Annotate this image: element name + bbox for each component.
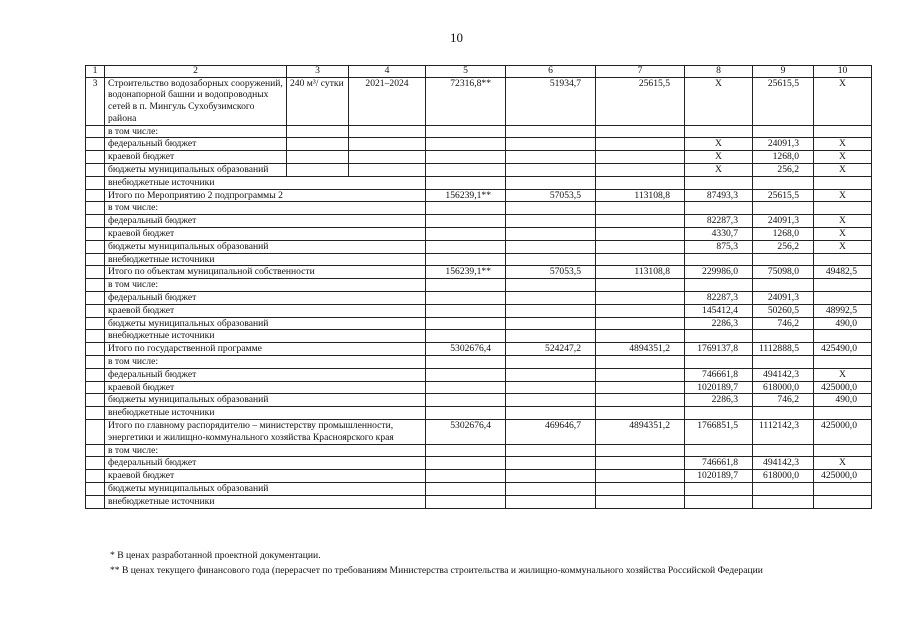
row-label: в том числе:	[105, 279, 426, 292]
cell-c6: 57053,5	[506, 189, 596, 202]
cell-c9: 746,2	[753, 394, 814, 407]
cell-c10	[814, 407, 872, 420]
row-number	[86, 381, 105, 394]
row-label: внебюджетные источники	[105, 407, 426, 420]
cell-c9: 256,2	[753, 240, 814, 253]
cell-c5	[426, 228, 506, 241]
row-label: федеральный бюджет	[105, 292, 426, 305]
cell-c5	[426, 292, 506, 305]
cell-c7: 113108,8	[596, 266, 685, 279]
cell-c6	[506, 151, 596, 164]
cell-c6: 524247,2	[506, 343, 596, 356]
cell-c6: 51934,7	[506, 77, 596, 125]
row-number	[86, 125, 105, 138]
cell-c7	[596, 164, 685, 177]
cell-c9	[753, 495, 814, 508]
row-number	[86, 228, 105, 241]
cell-c4	[349, 164, 426, 177]
table-row	[86, 266, 872, 279]
cell-c9: 1268,0	[753, 228, 814, 241]
cell-c8: 82287,3	[685, 215, 753, 228]
cell-c10: X	[814, 228, 872, 241]
cell-c7: 4894351,2	[596, 343, 685, 356]
cell-c8: 2286,3	[685, 317, 753, 330]
table-row	[86, 215, 872, 228]
cell-c8: 1766851,5	[685, 420, 753, 445]
cell-c10: X	[814, 77, 872, 125]
cell-c7	[596, 215, 685, 228]
cell-c7	[596, 151, 685, 164]
cell-c8: 2286,3	[685, 394, 753, 407]
cell-c5	[426, 125, 506, 138]
cell-c7	[596, 240, 685, 253]
cell-c8	[685, 253, 753, 266]
cell-c10: X	[814, 215, 872, 228]
project-period: 2021–2024	[349, 77, 426, 125]
row-number	[86, 420, 105, 445]
cell-c8: X	[685, 151, 753, 164]
row-label: краевой бюджет	[105, 304, 426, 317]
cell-c6	[506, 304, 596, 317]
cell-c8	[685, 356, 753, 369]
cell-c7	[596, 407, 685, 420]
cell-c9: 25615,5	[753, 189, 814, 202]
cell-c6	[506, 240, 596, 253]
row-label: внебюджетные источники	[105, 330, 426, 343]
cell-c9: 24091,3	[753, 292, 814, 305]
row-label: в том числе:	[105, 202, 426, 215]
row-number	[86, 368, 105, 381]
row-number	[86, 151, 105, 164]
cell-c8	[685, 279, 753, 292]
row-number	[86, 304, 105, 317]
cell-c8	[685, 202, 753, 215]
row-label: краевой бюджет	[105, 228, 426, 241]
table-row	[86, 381, 872, 394]
cell-c9: 1112888,5	[753, 343, 814, 356]
row-label: бюджеты муниципальных образований	[105, 394, 426, 407]
row-number	[86, 279, 105, 292]
cell-c10: 425000,0	[814, 420, 872, 445]
cell-c5	[426, 317, 506, 330]
cell-c10: X	[814, 151, 872, 164]
cell-c9	[753, 202, 814, 215]
row-number	[86, 470, 105, 483]
row-label: Итого по объектам муниципальной собственности	[105, 266, 426, 279]
cell-c10: 490,0	[814, 394, 872, 407]
header-cell: 4	[349, 66, 426, 78]
cell-c8	[685, 330, 753, 343]
cell-c8: 87493,3	[685, 189, 753, 202]
cell-c3	[287, 125, 349, 138]
cell-c10: 425000,0	[814, 381, 872, 394]
table-row	[86, 407, 872, 420]
cell-c8: 746661,8	[685, 457, 753, 470]
cell-c10	[814, 176, 872, 189]
cell-c5	[426, 356, 506, 369]
cell-c6	[506, 330, 596, 343]
cell-c7	[596, 138, 685, 151]
table-row	[86, 253, 872, 266]
table-row	[86, 202, 872, 215]
cell-c7	[596, 483, 685, 496]
cell-c9	[753, 253, 814, 266]
cell-c8: 82287,3	[685, 292, 753, 305]
row-label: краевой бюджет	[105, 470, 426, 483]
row-label: бюджеты муниципальных образований	[105, 483, 426, 496]
cell-c9	[753, 483, 814, 496]
cell-c8	[685, 495, 753, 508]
row-label: бюджеты муниципальных образований	[105, 164, 287, 177]
row-number	[86, 343, 105, 356]
cell-c10: X	[814, 189, 872, 202]
cell-c9	[753, 330, 814, 343]
cell-c10: X	[814, 138, 872, 151]
cell-c7	[596, 176, 685, 189]
cell-c8: X	[685, 138, 753, 151]
row-number	[86, 266, 105, 279]
cell-c9: 494142,3	[753, 457, 814, 470]
cell-c6	[506, 407, 596, 420]
cell-c6: 469646,7	[506, 420, 596, 445]
cell-c10: 49482,5	[814, 266, 872, 279]
cell-c8	[685, 176, 753, 189]
table-row	[86, 394, 872, 407]
cell-c5	[426, 202, 506, 215]
header-cell: 5	[426, 66, 506, 78]
cell-c8: 746661,8	[685, 368, 753, 381]
cell-c8	[685, 444, 753, 457]
cell-c6	[506, 279, 596, 292]
cell-c10: 48992,5	[814, 304, 872, 317]
row-label: бюджеты муниципальных образований	[105, 240, 426, 253]
cell-c7	[596, 495, 685, 508]
row-label: Итого по главному распорядителю – министерству промышленности, энергетики и жилищно-коммунального хозяйства Красноярского края	[105, 420, 426, 445]
page-number: 10	[450, 30, 463, 45]
header-cell: 1	[86, 66, 105, 78]
row-label: бюджеты муниципальных образований	[105, 317, 426, 330]
cell-c6	[506, 228, 596, 241]
row-number	[86, 138, 105, 151]
table-row	[86, 495, 872, 508]
row-label: федеральный бюджет	[105, 457, 426, 470]
cell-c6	[506, 470, 596, 483]
cell-c5: 5302676,4	[426, 343, 506, 356]
header-cell: 6	[506, 66, 596, 78]
cell-c7: 4894351,2	[596, 420, 685, 445]
cell-c6	[506, 394, 596, 407]
row-label: федеральный бюджет	[105, 138, 287, 151]
cell-c10: X	[814, 240, 872, 253]
header-cell: 3	[287, 66, 349, 78]
row-number	[86, 394, 105, 407]
cell-c8: 1020189,7	[685, 381, 753, 394]
project-capacity: 240 м³/ сутки	[287, 77, 349, 125]
cell-c7	[596, 279, 685, 292]
cell-c3	[287, 138, 349, 151]
cell-c7	[596, 356, 685, 369]
cell-c10: 490,0	[814, 317, 872, 330]
cell-c10	[814, 279, 872, 292]
cell-c10: 425000,0	[814, 470, 872, 483]
table-row	[86, 189, 872, 202]
cell-c6	[506, 138, 596, 151]
table-row	[86, 292, 872, 305]
cell-c6	[506, 164, 596, 177]
cell-c5	[426, 407, 506, 420]
row-number	[86, 457, 105, 470]
row-label: федеральный бюджет	[105, 368, 426, 381]
cell-c7	[596, 444, 685, 457]
cell-c5: 5302676,4	[426, 420, 506, 445]
row-number	[86, 176, 105, 189]
cell-c8: 875,3	[685, 240, 753, 253]
budget-table	[85, 65, 872, 509]
cell-c5	[426, 495, 506, 508]
cell-c6	[506, 444, 596, 457]
header-cell: 8	[685, 66, 753, 78]
cell-c10: 425490,0	[814, 343, 872, 356]
cell-c6	[506, 457, 596, 470]
table-row	[86, 470, 872, 483]
cell-c5	[426, 138, 506, 151]
table-row	[86, 457, 872, 470]
cell-c9	[753, 176, 814, 189]
cell-c8: 229986,0	[685, 266, 753, 279]
cell-c4	[349, 138, 426, 151]
cell-c9: 24091,3	[753, 215, 814, 228]
cell-c10: X	[814, 368, 872, 381]
cell-c4	[349, 125, 426, 138]
cell-c10	[814, 495, 872, 508]
cell-c5	[426, 240, 506, 253]
row-label: Итого по государственной программе	[105, 343, 426, 356]
cell-c5	[426, 279, 506, 292]
cell-c6	[506, 381, 596, 394]
cell-c9: 1112142,3	[753, 420, 814, 445]
table-row	[86, 304, 872, 317]
row-number	[86, 240, 105, 253]
row-number	[86, 164, 105, 177]
project-name: Строительство водозаборных сооружений, водонапорной башни и водопроводных сетей в п. Мингуль Сухобузимского района	[105, 77, 287, 125]
table-row	[86, 138, 872, 151]
cell-c8: X	[685, 164, 753, 177]
header-row	[86, 66, 872, 78]
cell-c7	[596, 253, 685, 266]
cell-c7	[596, 317, 685, 330]
row-number	[86, 444, 105, 457]
cell-c10	[814, 330, 872, 343]
header-cell: 7	[596, 66, 685, 78]
row-label: внебюджетные источники	[105, 253, 426, 266]
cell-c7	[596, 304, 685, 317]
table-row	[86, 279, 872, 292]
cell-c5	[426, 304, 506, 317]
cell-c10	[814, 125, 872, 138]
cell-c6	[506, 215, 596, 228]
project-row	[86, 77, 872, 125]
cell-c5	[426, 151, 506, 164]
cell-c5	[426, 394, 506, 407]
cell-c5	[426, 253, 506, 266]
row-number	[86, 202, 105, 215]
cell-c6: 57053,5	[506, 266, 596, 279]
cell-c7	[596, 368, 685, 381]
row-number	[86, 407, 105, 420]
cell-c9: 746,2	[753, 317, 814, 330]
row-number	[86, 356, 105, 369]
row-label: в том числе:	[105, 356, 426, 369]
cell-c10: X	[814, 457, 872, 470]
cell-c5: 72316,8**	[426, 77, 506, 125]
cell-c7	[596, 292, 685, 305]
cell-c9: 1268,0	[753, 151, 814, 164]
cell-c6	[506, 495, 596, 508]
cell-c7	[596, 228, 685, 241]
cell-c7	[596, 381, 685, 394]
cell-c6	[506, 317, 596, 330]
row-number	[86, 292, 105, 305]
row-number	[86, 483, 105, 496]
cell-c8: X	[685, 77, 753, 125]
cell-c10	[814, 356, 872, 369]
cell-c9: 24091,3	[753, 138, 814, 151]
cell-c8	[685, 483, 753, 496]
header-cell: 10	[814, 66, 872, 78]
cell-c8	[685, 407, 753, 420]
cell-c3	[287, 164, 349, 177]
row-label: краевой бюджет	[105, 381, 426, 394]
table-row	[86, 356, 872, 369]
header-cell: 2	[105, 66, 287, 78]
row-number	[86, 189, 105, 202]
cell-c10	[814, 253, 872, 266]
cell-c9: 75098,0	[753, 266, 814, 279]
row-label: Итого по Мероприятию 2 подпрограммы 2	[105, 189, 426, 202]
cell-c5: 156239,1**	[426, 189, 506, 202]
cell-c6	[506, 292, 596, 305]
cell-c9	[753, 125, 814, 138]
table-row	[86, 151, 872, 164]
cell-c10	[814, 292, 872, 305]
table-row	[86, 330, 872, 343]
cell-c7	[596, 202, 685, 215]
cell-c9: 494142,3	[753, 368, 814, 381]
cell-c8: 145412,4	[685, 304, 753, 317]
cell-c8: 1020189,7	[685, 470, 753, 483]
cell-c7: 25615,5	[596, 77, 685, 125]
cell-c5	[426, 176, 506, 189]
cell-c5	[426, 483, 506, 496]
row-label: в том числе:	[105, 125, 287, 138]
cell-c9: 50260,5	[753, 304, 814, 317]
cell-c5	[426, 381, 506, 394]
cell-c8: 4330,7	[685, 228, 753, 241]
cell-c5	[426, 368, 506, 381]
cell-c4	[349, 151, 426, 164]
table-row	[86, 420, 872, 445]
footnote: ** В ценах текущего финансового года (перерасчет по требованиям Министерства строительства и жилищно-коммунального хозяйства Российской Федерации	[110, 565, 763, 576]
cell-c9: 256,2	[753, 164, 814, 177]
cell-c9	[753, 279, 814, 292]
cell-c6	[506, 483, 596, 496]
cell-c9: 618000,0	[753, 381, 814, 394]
cell-c7: 113108,8	[596, 189, 685, 202]
table-row	[86, 444, 872, 457]
cell-c6	[506, 368, 596, 381]
table-row	[86, 368, 872, 381]
cell-c7	[596, 457, 685, 470]
cell-c6	[506, 202, 596, 215]
row-label: внебюджетные источники	[105, 495, 426, 508]
table-row	[86, 483, 872, 496]
table-row	[86, 125, 872, 138]
cell-c7	[596, 470, 685, 483]
table-row	[86, 228, 872, 241]
cell-c5	[426, 457, 506, 470]
cell-c5	[426, 215, 506, 228]
cell-c6	[506, 356, 596, 369]
row-number	[86, 253, 105, 266]
cell-c5	[426, 470, 506, 483]
row-label: федеральный бюджет	[105, 215, 426, 228]
cell-c5	[426, 330, 506, 343]
cell-c7	[596, 125, 685, 138]
cell-c7	[596, 330, 685, 343]
cell-c5	[426, 164, 506, 177]
table-row	[86, 240, 872, 253]
row-number	[86, 330, 105, 343]
cell-c10	[814, 483, 872, 496]
row-label: в том числе:	[105, 444, 426, 457]
cell-c10	[814, 202, 872, 215]
table-row	[86, 176, 872, 189]
row-number	[86, 215, 105, 228]
cell-c10	[814, 444, 872, 457]
cell-c6	[506, 125, 596, 138]
row-label: краевой бюджет	[105, 151, 287, 164]
cell-c9	[753, 356, 814, 369]
row-number	[86, 317, 105, 330]
cell-c9	[753, 407, 814, 420]
cell-c6	[506, 176, 596, 189]
table-row	[86, 317, 872, 330]
cell-c8: 1769137,8	[685, 343, 753, 356]
cell-c7	[596, 394, 685, 407]
cell-c6	[506, 253, 596, 266]
table-row	[86, 164, 872, 177]
footnotes	[110, 548, 763, 578]
cell-c3	[287, 151, 349, 164]
cell-c9: 618000,0	[753, 470, 814, 483]
row-label: внебюджетные источники	[105, 176, 426, 189]
table-row	[86, 343, 872, 356]
cell-c9: 25615,5	[753, 77, 814, 125]
cell-c5: 156239,1**	[426, 266, 506, 279]
cell-c5	[426, 444, 506, 457]
cell-c10: X	[814, 164, 872, 177]
row-number	[86, 495, 105, 508]
row-number: 3	[86, 77, 105, 125]
cell-c9	[753, 444, 814, 457]
header-cell: 9	[753, 66, 814, 78]
cell-c8	[685, 125, 753, 138]
footnote: * В ценах разработанной проектной документации.	[110, 550, 321, 561]
